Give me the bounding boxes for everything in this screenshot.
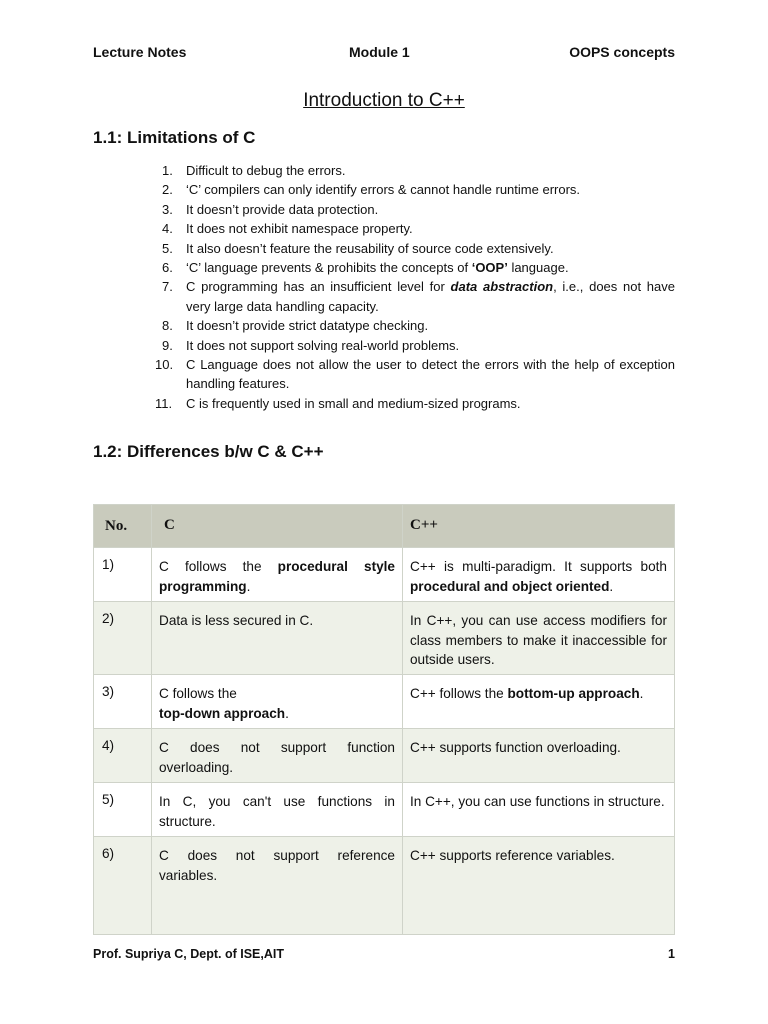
section-heading-limitations: 1.1: Limitations of C <box>93 128 256 147</box>
text-run: It does not exhibit namespace property. <box>186 221 413 237</box>
cell-no: 4) <box>94 729 152 783</box>
text-run: In C++, you can use functions in structure. <box>410 794 665 809</box>
cell-c <box>152 548 403 602</box>
list-item-number: 11. <box>155 395 173 411</box>
page-header <box>93 44 675 64</box>
list-item <box>150 394 675 413</box>
cell-cpp <box>403 837 675 935</box>
text-run: It doesn’t provide data protection. <box>186 201 379 217</box>
text-run: In C, you can't use functions in structure. <box>159 794 395 829</box>
text-run: In C++, you can use access modifiers for class members to make it inaccessible for outside users. <box>410 613 667 668</box>
list-item <box>150 161 675 180</box>
header-left: Lecture Notes <box>93 44 187 60</box>
cell-no: 3) <box>94 675 152 729</box>
list-item <box>150 258 675 277</box>
list-item <box>150 277 675 316</box>
list-item <box>150 180 675 199</box>
list-item-number: 1. <box>162 163 173 178</box>
list-item-number: 4. <box>162 221 173 237</box>
text-run: Data is less secured in C. <box>159 613 314 628</box>
list-item <box>150 200 675 219</box>
page-number: 1 <box>668 947 675 961</box>
text-run: . <box>609 578 614 594</box>
cell-c <box>152 837 403 935</box>
text-run: C++ is multi-paradigm. It supports both <box>410 559 667 574</box>
text-run: C Language does not allow the user to detect the errors with the help of exception handling features. <box>186 357 675 392</box>
text-run: C++ supports function overloading. <box>410 740 621 755</box>
text-run: language. <box>507 260 569 276</box>
cell-no: 6) <box>94 837 152 935</box>
text-run: C++ supports reference variables. <box>410 848 615 863</box>
list-item-number: 2. <box>162 182 173 198</box>
text-run: C does not support function overloading. <box>159 740 395 775</box>
cell-cpp <box>403 602 675 675</box>
table-row <box>94 602 675 675</box>
cell-cpp <box>403 783 675 837</box>
text-run: It does not support solving real-world problems. <box>186 337 460 353</box>
text-run: top-down approach <box>159 705 286 721</box>
header-right: OOPS concepts <box>569 44 675 60</box>
text-run: ‘C’ compilers can only identify errors & cannot handle runtime errors. <box>186 182 581 198</box>
table-row <box>94 783 675 837</box>
column-header-cpp: C++ <box>403 505 675 548</box>
header-center: Module 1 <box>349 44 410 60</box>
list-item-number: 6. <box>162 260 173 276</box>
text-run: . <box>246 578 251 594</box>
list-item <box>150 219 675 238</box>
table-row <box>94 837 675 935</box>
text-run: It doesn’t provide strict datatype checking. <box>186 318 429 334</box>
column-header-c: C <box>152 505 403 548</box>
text-run: , i.e., does not have very large data handling capacity. <box>186 279 675 314</box>
list-item-number: 8. <box>162 318 173 334</box>
text-run: ‘OOP’ <box>471 260 508 276</box>
document-title: Introduction to C++ <box>303 90 465 111</box>
page-footer <box>93 947 675 965</box>
cell-cpp <box>403 729 675 783</box>
text-run: procedural style programming <box>159 559 395 594</box>
column-header-no: No. <box>94 505 152 548</box>
text-run: . <box>639 686 644 701</box>
cell-c <box>152 602 403 675</box>
cell-no: 2) <box>94 602 152 675</box>
list-item-number: 3. <box>162 201 173 217</box>
cell-c <box>152 729 403 783</box>
cell-cpp <box>403 675 675 729</box>
text-run: . <box>285 705 289 721</box>
text-run: C is frequently used in small and medium-sized programs. <box>186 395 521 411</box>
table-row <box>94 675 675 729</box>
limitations-list <box>150 161 675 413</box>
list-item <box>150 316 675 335</box>
list-item-number: 7. <box>162 279 173 295</box>
table-row <box>94 548 675 602</box>
text-run: C follows the <box>159 686 237 701</box>
text-run: C does not support reference variables. <box>159 848 395 883</box>
cell-no: 1) <box>94 548 152 602</box>
cell-c <box>152 675 403 729</box>
list-item-number: 9. <box>162 337 173 353</box>
text-run <box>451 279 554 294</box>
table-row <box>94 729 675 783</box>
text-run: procedural and object oriented <box>410 578 610 594</box>
cell-cpp <box>403 548 675 602</box>
list-item-number: 10. <box>155 357 174 373</box>
footer-author: Prof. Supriya C, Dept. of ISE,AIT <box>93 947 284 961</box>
text-run: bottom-up approach <box>507 686 640 701</box>
text-run: C++ follows the <box>410 686 508 701</box>
text-run: C programming has an insufficient level for <box>186 279 451 295</box>
emphasis-text: data abstraction <box>450 279 554 295</box>
text-run: ‘C’ language prevents & prohibits the concepts of <box>186 260 472 276</box>
list-item <box>150 336 675 355</box>
text-run: Difficult to debug the errors. <box>186 163 346 178</box>
cell-c <box>152 783 403 837</box>
list-item <box>150 355 675 394</box>
list-item <box>150 239 675 258</box>
text-run: C follows the <box>159 559 278 574</box>
cell-no: 5) <box>94 783 152 837</box>
section-heading-differences: 1.2: Differences b/w C & C++ <box>93 442 324 461</box>
table-header-row <box>94 505 675 548</box>
comparison-table <box>93 504 675 935</box>
text-run: It also doesn’t feature the reusability of source code extensively. <box>186 240 554 256</box>
list-item-number: 5. <box>162 240 173 256</box>
